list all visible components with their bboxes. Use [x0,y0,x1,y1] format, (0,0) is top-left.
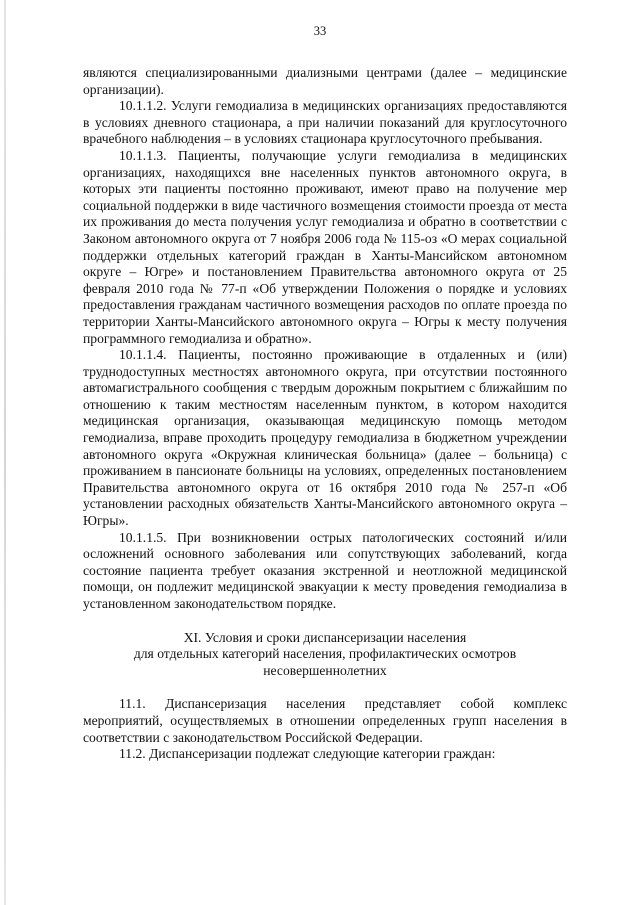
section-heading-line-2: для отдельных категорий населения, профилактических осмотров [133,646,517,662]
paragraph-11-2: 11.2. Диспансеризации подлежат следующие категории граждан: [119,746,496,762]
paragraph-continuation: являются специализированными диализными центрами (далее – медицинские организации). [83,65,567,97]
section-heading-line-3: несовершеннолетних [263,662,387,678]
paragraph-11-1: 11.1. Диспансеризация населения представляет собой комплекс мероприятий, осуществляемых в отношении определенных групп населения в соответствии с законодательством Российской Федерации. [83,696,567,745]
section-heading-line-1: XI. Условия и сроки диспансеризации населения [183,629,467,645]
paragraph-10-1-1-3: 10.1.1.3. Пациенты, получающие услуги гемодиализа в медицинских организациях, находящихся вне населенных пунктов автономного округа, в которых эти пациенты постоянно проживают, имеют право на получение мер социальной поддержки в виде частичного возмещения стоимости проезда от места их проживания до места получения услуг гемодиализа и обратно в соответствии с Законом автономного округа от 7 ноября 2006 года № 115-оз «О мерах социальной поддержки отдельных категорий граждан в Ханты-Мансийском автономном округе – Югре» и постановлением Правительства автономного округа от 25 февраля 2010 года № 77-п «Об утверждении Положения о порядке и условиях предоставления гражданам частичного возмещения расходов по оплате проезда по территории Ханты-Мансийского автономного округа – Югры к месту получения программного гемодиализа и обратно». [83,147,567,346]
paragraph-10-1-1-5: 10.1.1.5. При возникновении острых патологических состояний и/или осложнений основного заболевания или сопутствующих заболеваний, когда состояние пациента требует оказания экстренной и неотложной медицинской помощи, он подлежит медицинской эвакуации к месту проведения гемодиализа в установленном законодательством порядке. [83,529,567,611]
section-heading [83,630,567,680]
scan-edge [4,0,6,905]
paragraph-10-1-1-2: 10.1.1.2. Услуги гемодиализа в медицинских организациях предоставляются в условиях дневного стационара, а при наличии показаний для круглосуточного врачебного наблюдения – в условиях стационара круглосуточного пребывания. [83,98,567,147]
page-number: 33 [313,24,327,38]
document-body [83,65,567,763]
paragraph-10-1-1-4: 10.1.1.4. Пациенты, постоянно проживающие в отдаленных и (или) труднодоступных местностях автономного округа, при отсутствии постоянного автомагистрального сообщения с твердым дорожным покрытием с ближайшим по отношению к таким местностям населенным пунктом, в котором находится медицинская организация, оказывающая медицинскую помощь методом гемодиализа, вправе проходить процедуру гемодиализа в бюджетном учреждении автономного округа «Окружная клиническая больница» (далее – больница) с проживанием в пансионате больницы на условиях, определенных постановлением Правительства автономного округа от 16 октября 2010 года № 257-п «Об установлении расходных обязательств Ханты-Мансийского автономного округа – Югры». [83,347,567,529]
